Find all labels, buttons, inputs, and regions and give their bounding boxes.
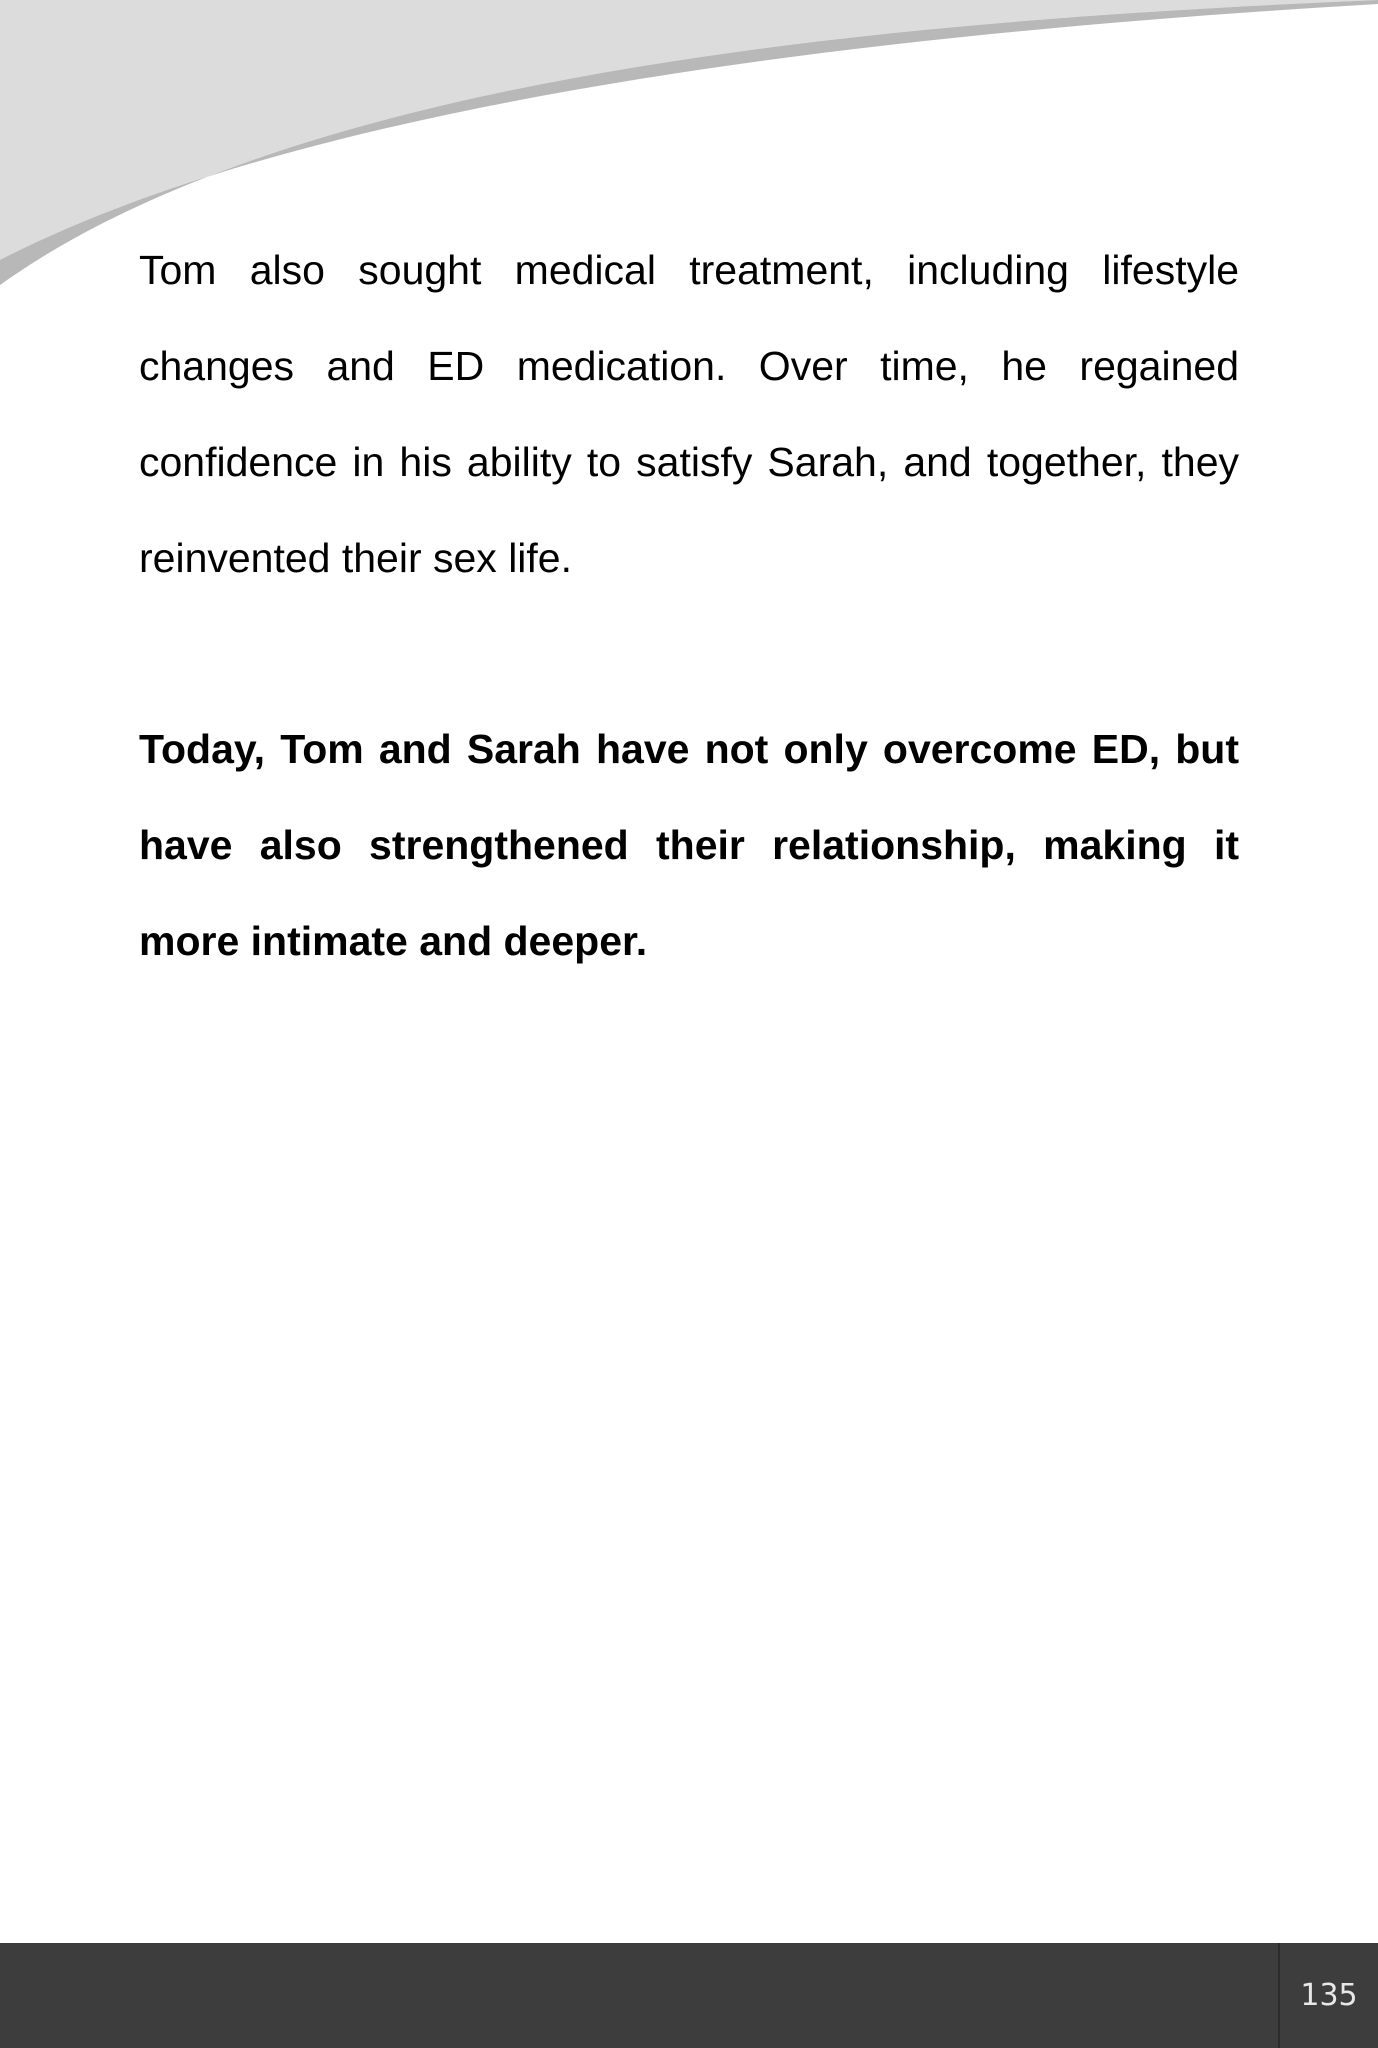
paragraph-conclusion: Today, Tom and Sarah have not only overcome ED, but have also strengthened their relationship, making it more intimate and deeper. bbox=[139, 726, 1239, 964]
paragraph-treatment: Tom also sought medical treatment, including lifestyle changes and ED medication. Over time, he regained confidence in his ability to satisfy Sarah, and together, they reinvented their sex life. bbox=[139, 247, 1239, 581]
footer-bar bbox=[0, 1943, 1378, 2048]
page-number-box bbox=[1278, 1943, 1378, 2048]
page-number: 135 bbox=[1300, 1978, 1358, 2013]
body-text bbox=[139, 222, 1239, 989]
